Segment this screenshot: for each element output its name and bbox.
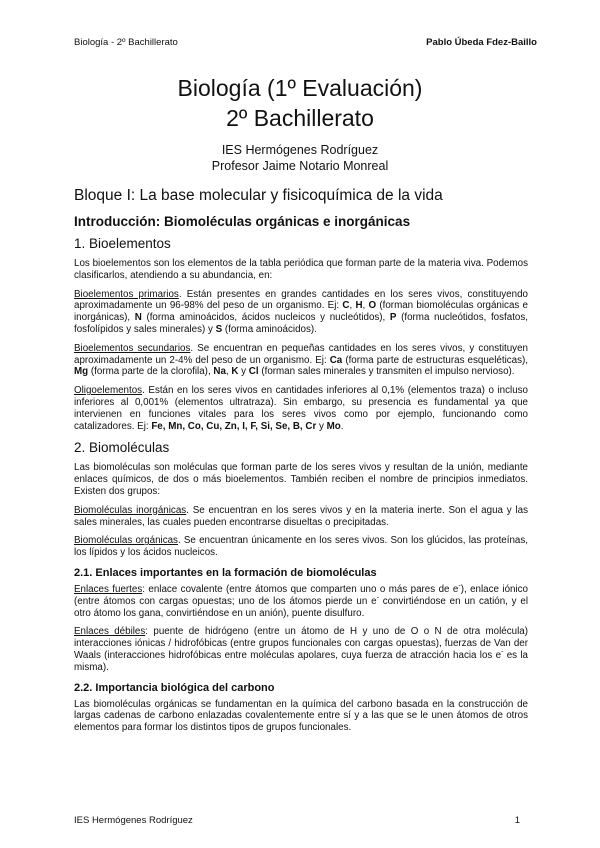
enlaces-debiles-paragraph: Enlaces débiles: puente de hidrógeno (entre un átomo de H y uno de O o N de otra molécula) interacciones iónicas / hidrofóbicas (entre grupos funcionales con cargas opuestas), fuerzas de Van der Waals (interacciones hidrofóbicas entre moléculas apolares, cuya fuerza de atracción hacia los e- es la misma). <box>74 626 528 673</box>
secundarios-paragraph: Bioelementos secundarios. Se encuentran en pequeñas cantidades en los seres vivos, y constituyen aproximadamente un 2-4% del peso de un organismo. Ej: Ca (forma parte de estructuras esqueléticas), Mg (forma parte de la clorofila), Na, K y Cl (forman sales minerales y transmiten el impulso nervioso). <box>74 342 528 378</box>
page-footer <box>74 815 520 826</box>
primarios-paragraph: Bioelementos primarios. Están presentes en grandes cantidades en los seres vivos, constituyendo aproximadamente un 96-98% del peso de un organismo. Ej: C, H, O (forman biomoléculas orgánicas e inorgánicas), N (forma aminoácidos, ácidos nucleicos y nucleótidos), P (forma nucleótidos, fosfatos, fosfolípidos y sales minerales) y S (forma aminoácidos). <box>74 288 528 335</box>
carbono-paragraph: Las biomoléculas orgánicas se fundamentan en la química del carbono basada en la construcción de largas cadenas de carbono enlazadas covalentemente entre sí y a las que se le unen átomos de otros elementos para formar los distintos tipos de grupos funcionales. <box>74 698 528 734</box>
organicas-paragraph: Biomoléculas orgánicas. Se encuentran únicamente en los seres vivos. Son los glúcidos, las proteínas, los lípidos y los ácidos nucleicos. <box>74 535 528 559</box>
inorganicas-label: Biomoléculas inorgánicas <box>74 504 187 516</box>
section-2-2-heading: 2.2. Importancia biológica del carbono <box>74 681 275 694</box>
page-header <box>74 37 537 48</box>
oligoelementos-label: Oligoelementos <box>74 385 143 397</box>
page-number: 1 <box>514 815 520 826</box>
school-name: IES Hermógenes Rodríguez <box>221 143 379 157</box>
oligoelementos-paragraph: Oligoelementos. Están en los seres vivos en cantidades inferiores al 0,1% (elementos traza) o incluso inferiores al 0,001% (elementos ultratraza). Sin embargo, su presencia es fundamental ya que intervienen en funciones vitales para los seres vivos como por ejemplo, funcionando como catalizadores. Ej: Fe, Mn, Co, Cu, Zn, I, F, Si, Se, B, Cr y Mo. <box>74 385 528 432</box>
header-right: Pablo Úbeda Fdez-Baillo <box>426 37 537 48</box>
teacher-name: Profesor Jaime Notario Monreal <box>211 159 389 173</box>
document-body <box>74 186 528 741</box>
section-2-heading: 2. Biomoléculas <box>74 440 170 456</box>
section-2-intro: Las biomoléculas son moléculas que forman parte de los seres vivos y resultan de la unión, mediante enlaces químicos, de dos o más bioelementos. También reciben el nombre de principios inmediatos. Existen dos grupos: <box>74 462 528 497</box>
bloque-heading: Bloque I: La base molecular y fisicoquímica de la vida <box>74 187 443 204</box>
title-line-2: 2º Bachillerato <box>226 105 374 131</box>
document-title <box>0 73 600 133</box>
inorganicas-paragraph: Biomoléculas inorgánicas. Se encuentran en los seres vivos y en la materia inerte. Son el agua y las sales minerales, las cuales pueden encontrarse disueltas o precipitadas. <box>74 504 528 528</box>
secundarios-label: Bioelementos secundarios <box>74 342 191 354</box>
organicas-label: Biomoléculas orgánicas <box>74 535 178 547</box>
primarios-label: Bioelementos primarios <box>74 288 179 300</box>
footer-left: IES Hermógenes Rodríguez <box>74 815 193 826</box>
enlaces-fuertes-label: Enlaces fuertes <box>74 583 143 595</box>
section-2-1-heading: 2.1. Enlaces importantes en la formación de biomoléculas <box>74 566 377 579</box>
title-line-1: Biología (1º Evaluación) <box>177 75 423 101</box>
enlaces-fuertes-paragraph: Enlaces fuertes: enlace covalente (entre átomos que comparten uno o más pares de e-), enlace iónico (entre átomos con cargas opuestas; uno de los átomos pierde un e- convirtiéndose en un catión, y el otro átomo los gana, convirtiéndose en un anión), puente disulfuro. <box>74 582 528 619</box>
document-subtitle <box>0 142 600 174</box>
intro-heading: Introducción: Biomoléculas orgánicas e inorgánicas <box>74 214 411 229</box>
enlaces-debiles-label: Enlaces débiles <box>74 626 146 638</box>
section-1-heading: 1. Bioelementos <box>74 236 171 251</box>
header-left: Biología - 2º Bachillerato <box>74 37 178 48</box>
section-1-intro: Los bioelementos son los elementos de la tabla periódica que forman parte de la materia viva. Podemos clasificarlos, atendiendo a su abundancia, en: <box>74 258 528 281</box>
